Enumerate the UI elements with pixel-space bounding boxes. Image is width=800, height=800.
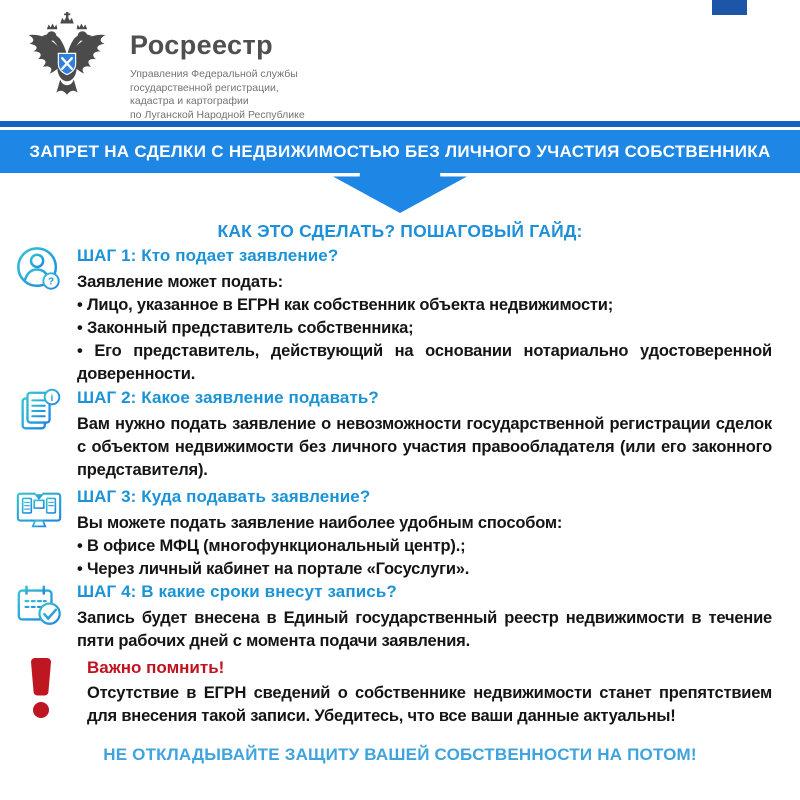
corner-mark: [712, 0, 747, 15]
step-2-body: Вам нужно подать заявление о невозможности государственной регистрации сделок с объектом недвижимости без личного участия правообладателя (или его законного представителя).: [77, 415, 772, 479]
step-3-title: ШАГ 3: Куда подавать заявление?: [77, 487, 371, 506]
brand-block: [130, 30, 305, 122]
arrow-down-icon: [333, 172, 467, 213]
brand-subtitle: [130, 68, 305, 122]
brand-title: Росреестр: [130, 30, 273, 60]
guide-title: КАК ЭТО СДЕЛАТЬ? ПОШАГОВЫЙ ГАЙД:: [217, 221, 583, 241]
step-4-body: Запись будет внесена в Единый государственный реестр недвижимости в течение пяти рабочих дней с момента подачи заявления.: [77, 609, 772, 650]
brand-subtitle-line: кадастра и картографии: [130, 95, 249, 107]
step-4-title: ШАГ 4: В какие сроки внесут запись?: [77, 582, 397, 601]
calendar-check-icon: [14, 580, 64, 653]
rosreestr-eagle-logo-icon: [14, 10, 120, 121]
step-1-intro: Заявление может подать:: [77, 273, 283, 291]
brand-subtitle-line: государственной регистрации,: [130, 81, 279, 94]
step-1-bullet: • Законный представитель собственника;: [77, 317, 772, 340]
brand-subtitle-line: по Луганской Народной Республике: [130, 108, 305, 121]
step-2: [14, 386, 772, 482]
banner-top-divider: [0, 121, 800, 127]
important-title: Важно помнить!: [87, 658, 225, 677]
document-info-icon: [14, 386, 64, 482]
monitor-download-icon: [14, 485, 64, 581]
brand-subtitle-line: Управления Федеральной службы: [130, 68, 298, 80]
step-1-bullet: • Лицо, указанное в ЕГРН как собственник объекта недвижимости;: [77, 294, 772, 317]
step-3-intro: Вы можете подать заявление наиболее удобным способом:: [77, 514, 563, 532]
footer-slogan: НЕ ОТКЛАДЫВАЙТЕ ЗАЩИТУ ВАШЕЙ СОБСТВЕННОСТИ НА ПОТОМ!: [103, 745, 697, 764]
svg-text:?: ?: [47, 276, 55, 288]
banner-title: ЗАПРЕТ НА СДЕЛКИ С НЕДВИЖИМОСТЬЮ БЕЗ ЛИЧНОГО УЧАСТИЯ СОБСТВЕННИКА: [0, 130, 800, 173]
step-1-bullet: • Его представитель, действующий на основании нотариально удостоверенной доверенности.: [77, 340, 772, 386]
step-3-bullet: • В офисе МФЦ (многофункциональный центр).;: [77, 535, 772, 558]
person-question-icon: [14, 244, 64, 386]
step-1-title: ШАГ 1: Кто подает заявление?: [77, 246, 339, 265]
step-4: [14, 580, 772, 653]
step-3: [14, 485, 772, 581]
step-3-bullet: • Через личный кабинет на портале «Госуслуги».: [77, 558, 772, 581]
step-2-title: ШАГ 2: Какое заявление подавать?: [77, 388, 379, 407]
important-note: [14, 658, 772, 728]
svg-text:i: i: [50, 392, 54, 404]
important-body: Отсутствие в ЕГРН сведений о собственнике недвижимости станет препятствием для внесения такой записи. Убедитесь, что все ваши данные актуальны!: [87, 684, 772, 725]
exclamation-icon: [14, 658, 74, 728]
step-1: [14, 244, 772, 386]
